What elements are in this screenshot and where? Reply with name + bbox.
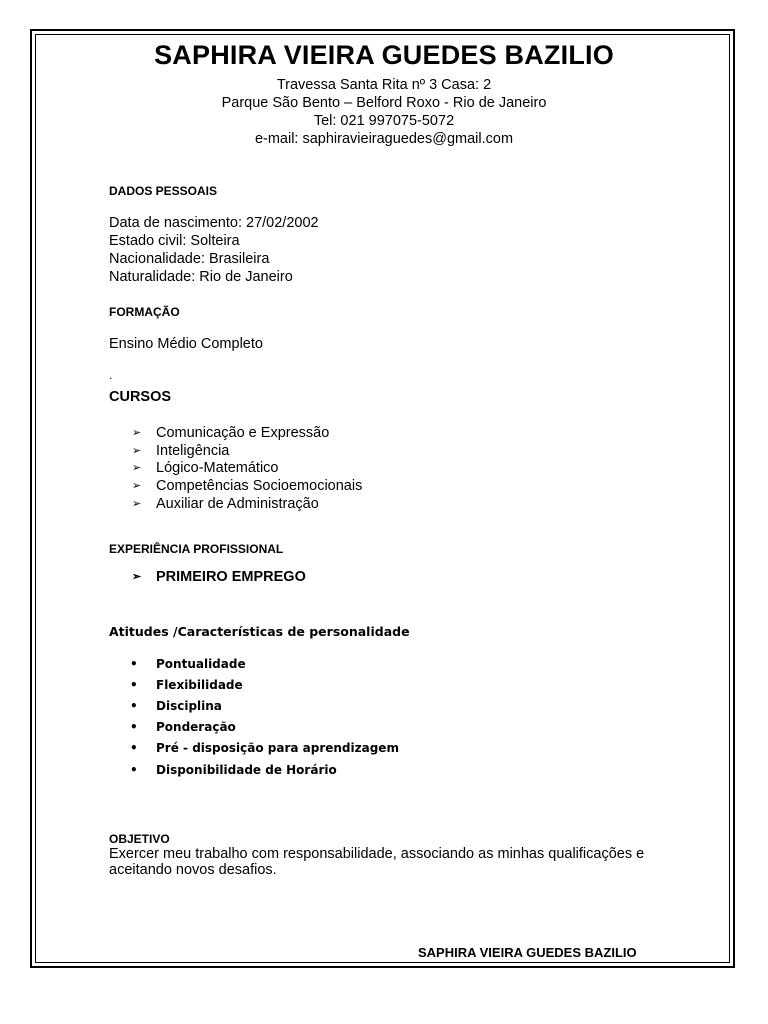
arrow-bullet-icon: ➢ — [132, 571, 142, 583]
attitude-item: Disponibilidade de Horário — [156, 763, 337, 777]
list-item — [132, 496, 319, 512]
education-heading: FORMAÇÃO — [109, 305, 180, 319]
candidate-name: SAPHIRA VIEIRA GUEDES BAZILIO — [154, 40, 614, 70]
education-level: Ensino Médio Completo — [109, 336, 263, 352]
arrow-bullet-icon: ➢ — [132, 498, 142, 510]
experience-item: PRIMEIRO EMPREGO — [156, 569, 306, 585]
list-item — [132, 460, 279, 476]
courses-heading: CURSOS — [109, 389, 172, 405]
attitude-item: Ponderação — [156, 720, 236, 734]
list-item — [130, 720, 236, 734]
phone-number: Tel: 021 997075-5072 — [313, 113, 455, 129]
address-line-2: Parque São Bento – Belford Roxo - Rio de Janeiro — [221, 95, 547, 111]
objective-heading: OBJETIVO — [109, 832, 170, 846]
civil-status: Estado civil: Solteira — [109, 233, 240, 249]
list-item — [130, 741, 399, 755]
course-item: Lógico-Matemático — [156, 460, 279, 476]
birthplace: Naturalidade: Rio de Janeiro — [109, 269, 293, 285]
arrow-bullet-icon: ➢ — [132, 427, 142, 439]
nationality: Nacionalidade: Brasileira — [109, 251, 270, 267]
list-item — [132, 425, 329, 441]
bullet-icon: • — [130, 720, 138, 734]
bullet-icon: • — [130, 657, 138, 671]
course-item: Auxiliar de Administração — [156, 496, 319, 512]
email-address: e-mail: saphiravieiraguedes@gmail.com — [254, 131, 514, 147]
bullet-icon: • — [130, 678, 138, 692]
objective-text: Exercer meu trabalho com responsabilidade, associando as minhas qualificações e aceitando novos desafios. — [109, 846, 645, 878]
list-item — [130, 678, 243, 692]
attitude-item: Flexibilidade — [156, 678, 243, 692]
course-item: Competências Socioemocionais — [156, 478, 363, 494]
attitude-item: Pontualidade — [156, 657, 246, 671]
attitudes-heading: Atitudes /Características de personalidade — [109, 624, 410, 639]
bullet-icon: • — [130, 763, 138, 777]
arrow-bullet-icon: ➢ — [132, 445, 142, 457]
course-item: Comunicação e Expressão — [156, 425, 330, 441]
list-item — [130, 699, 222, 713]
experience-heading: EXPERIÊNCIA PROFISSIONAL — [109, 542, 284, 556]
attitude-item: Pré - disposição para aprendizagem — [156, 741, 399, 755]
list-item — [132, 478, 362, 494]
arrow-bullet-icon: ➢ — [132, 480, 142, 492]
arrow-bullet-icon: ➢ — [132, 462, 142, 474]
signature-name: SAPHIRA VIEIRA GUEDES BAZILIO — [418, 945, 637, 960]
course-item: Inteligência — [156, 443, 230, 459]
address-line-1: Travessa Santa Rita nº 3 Casa: 2 — [276, 77, 492, 93]
bullet-icon: • — [130, 699, 138, 713]
list-item — [130, 657, 246, 671]
list-item — [130, 763, 337, 777]
birth-date: Data de nascimento: 27/02/2002 — [109, 215, 319, 231]
list-item — [132, 569, 306, 585]
list-item — [132, 443, 229, 459]
stray-dot: . — [109, 368, 113, 382]
bullet-icon: • — [130, 741, 138, 755]
personal-data-heading: DADOS PESSOAIS — [109, 184, 218, 198]
attitude-item: Disciplina — [156, 699, 222, 713]
